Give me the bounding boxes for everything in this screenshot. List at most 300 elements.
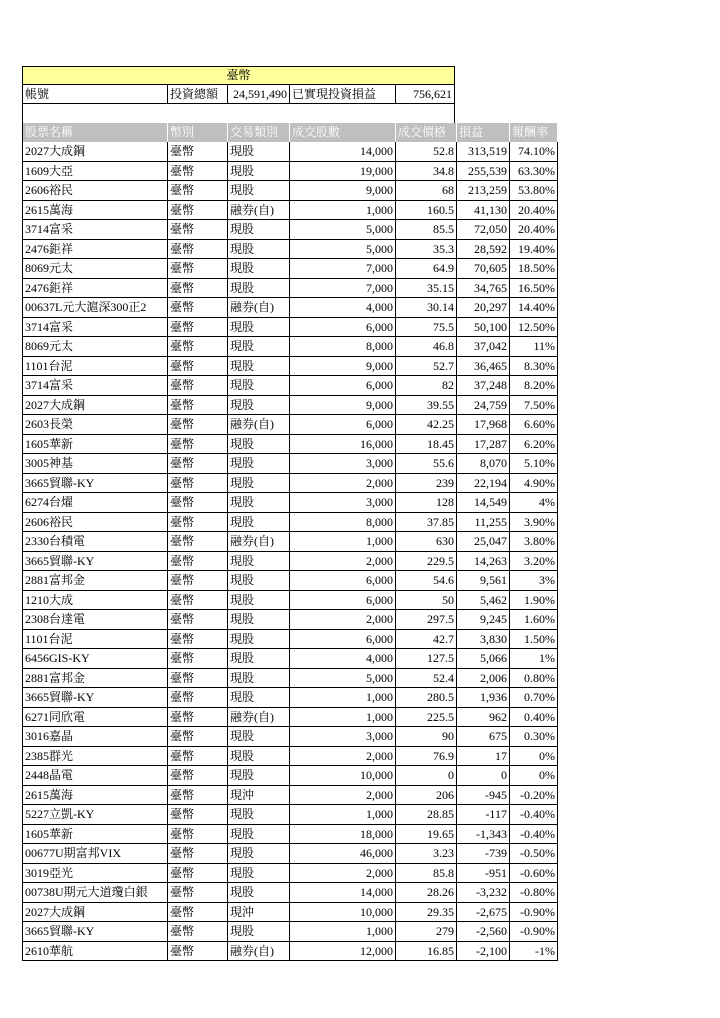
pnl-cell: -945 (457, 786, 510, 806)
col-header-shares: 成交股數 (290, 123, 396, 142)
table-row (22, 474, 558, 494)
pnl-cell: 25,047 (457, 532, 510, 552)
shares-cell: 6,000 (290, 630, 396, 650)
trade-type-cell: 現股 (228, 259, 290, 279)
shares-cell: 9,000 (290, 357, 396, 377)
stock-name-cell: 2448晶電 (22, 766, 168, 786)
table-row (22, 883, 558, 903)
pnl-cell: 28,592 (457, 240, 510, 260)
trade-type-cell: 融券(自) (228, 532, 290, 552)
pnl-cell: -1,343 (457, 825, 510, 845)
return-rate-cell: -0.40% (510, 825, 558, 845)
pnl-cell: -117 (457, 805, 510, 825)
stock-name-cell: 2606裕民 (22, 181, 168, 201)
trade-type-cell: 融券(自) (228, 415, 290, 435)
col-header-currency: 幣別 (168, 123, 228, 142)
stock-name-cell: 2027大成鋼 (22, 903, 168, 923)
pnl-cell: 17,287 (457, 435, 510, 455)
currency-cell: 臺幣 (168, 513, 228, 533)
shares-cell: 18,000 (290, 825, 396, 845)
return-rate-cell: 63.30% (510, 162, 558, 182)
pnl-cell: -2,100 (457, 942, 510, 962)
trade-type-cell: 現股 (228, 727, 290, 747)
table-row (22, 786, 558, 806)
stock-name-cell: 1605華新 (22, 825, 168, 845)
account-summary-row (22, 85, 455, 104)
shares-cell: 2,000 (290, 474, 396, 494)
trade-type-cell: 融券(自) (228, 708, 290, 728)
table-row (22, 708, 558, 728)
stock-name-cell: 3665貿聯-KY (22, 688, 168, 708)
price-cell: 30.14 (396, 298, 457, 318)
shares-cell: 6,000 (290, 591, 396, 611)
realized-pnl-label: 已實現投資損益 (290, 85, 396, 104)
stock-name-cell: 2027大成鋼 (22, 142, 168, 162)
pnl-cell: 5,066 (457, 649, 510, 669)
return-rate-cell: 1.90% (510, 591, 558, 611)
currency-cell: 臺幣 (168, 688, 228, 708)
pnl-cell: 0 (457, 766, 510, 786)
stock-name-cell: 2610華航 (22, 942, 168, 962)
currency-cell: 臺幣 (168, 610, 228, 630)
pnl-cell: 34,765 (457, 279, 510, 299)
table-row (22, 240, 558, 260)
price-cell: 127.5 (396, 649, 457, 669)
return-rate-cell: 8.20% (510, 376, 558, 396)
return-rate-cell: 16.50% (510, 279, 558, 299)
pnl-cell: 41,130 (457, 201, 510, 221)
price-cell: 128 (396, 493, 457, 513)
pnl-cell: -739 (457, 844, 510, 864)
trade-type-cell: 現股 (228, 357, 290, 377)
shares-cell: 19,000 (290, 162, 396, 182)
pnl-cell: -2,560 (457, 922, 510, 942)
shares-cell: 4,000 (290, 649, 396, 669)
return-rate-cell: 6.20% (510, 435, 558, 455)
return-rate-cell: 5.10% (510, 454, 558, 474)
price-cell: 297.5 (396, 610, 457, 630)
price-cell: 85.5 (396, 220, 457, 240)
return-rate-cell: 12.50% (510, 318, 558, 338)
shares-cell: 2,000 (290, 747, 396, 767)
currency-cell: 臺幣 (168, 727, 228, 747)
trade-type-cell: 現股 (228, 649, 290, 669)
trade-type-cell: 現股 (228, 142, 290, 162)
col-header-trade-type: 交易類別 (228, 123, 290, 142)
price-cell: 35.15 (396, 279, 457, 299)
currency-cell: 臺幣 (168, 532, 228, 552)
shares-cell: 2,000 (290, 610, 396, 630)
pnl-cell: 2,006 (457, 669, 510, 689)
currency-cell: 臺幣 (168, 298, 228, 318)
return-rate-cell: 18.50% (510, 259, 558, 279)
shares-cell: 2,000 (290, 786, 396, 806)
return-rate-cell: 74.10% (510, 142, 558, 162)
shares-cell: 1,000 (290, 805, 396, 825)
price-cell: 279 (396, 922, 457, 942)
table-header (22, 123, 558, 142)
stock-name-cell: 5227立凱-KY (22, 805, 168, 825)
stock-name-cell: 3714富采 (22, 318, 168, 338)
col-header-return-rate: 報酬率 (510, 123, 558, 142)
return-rate-cell: 53.80% (510, 181, 558, 201)
price-cell: 90 (396, 727, 457, 747)
shares-cell: 4,000 (290, 298, 396, 318)
stock-name-cell: 2603長榮 (22, 415, 168, 435)
shares-cell: 2,000 (290, 864, 396, 884)
price-cell: 54.6 (396, 571, 457, 591)
stock-name-cell: 3665貿聯-KY (22, 474, 168, 494)
stock-name-cell: 6271同欣電 (22, 708, 168, 728)
shares-cell: 6,000 (290, 376, 396, 396)
shares-cell: 1,000 (290, 922, 396, 942)
shares-cell: 2,000 (290, 552, 396, 572)
trade-type-cell: 現股 (228, 493, 290, 513)
trade-type-cell: 現股 (228, 669, 290, 689)
pnl-cell: 213,259 (457, 181, 510, 201)
shares-cell: 9,000 (290, 396, 396, 416)
currency-cell: 臺幣 (168, 552, 228, 572)
stock-name-cell: 00637L元大滬深300正2 (22, 298, 168, 318)
col-header-price: 成交價格 (396, 123, 457, 142)
currency-cell: 臺幣 (168, 142, 228, 162)
shares-cell: 3,000 (290, 727, 396, 747)
price-cell: 76.9 (396, 747, 457, 767)
currency-cell: 臺幣 (168, 571, 228, 591)
stock-name-cell: 3005神基 (22, 454, 168, 474)
table-row (22, 942, 558, 962)
shares-cell: 6,000 (290, 415, 396, 435)
stock-name-cell: 2476鉅祥 (22, 279, 168, 299)
return-rate-cell: 20.40% (510, 201, 558, 221)
pnl-cell: 22,194 (457, 474, 510, 494)
stock-name-cell: 2476鉅祥 (22, 240, 168, 260)
trade-type-cell: 現股 (228, 591, 290, 611)
return-rate-cell: 0% (510, 766, 558, 786)
return-rate-cell: -0.40% (510, 805, 558, 825)
total-investment-value: 24,591,490 (228, 85, 290, 104)
table-row (22, 220, 558, 240)
stock-name-cell: 3714富采 (22, 220, 168, 240)
currency-cell: 臺幣 (168, 474, 228, 494)
return-rate-cell: 20.40% (510, 220, 558, 240)
price-cell: 85.8 (396, 864, 457, 884)
price-cell: 206 (396, 786, 457, 806)
price-cell: 28.85 (396, 805, 457, 825)
trade-type-cell: 現股 (228, 162, 290, 182)
stock-name-cell: 3019亞光 (22, 864, 168, 884)
table-row (22, 181, 558, 201)
trade-type-cell: 現股 (228, 766, 290, 786)
trade-type-cell: 現股 (228, 435, 290, 455)
return-rate-cell: 0% (510, 747, 558, 767)
currency-cell: 臺幣 (168, 805, 228, 825)
table-row (22, 162, 558, 182)
price-cell: 34.8 (396, 162, 457, 182)
return-rate-cell: -0.80% (510, 883, 558, 903)
shares-cell: 1,000 (290, 688, 396, 708)
return-rate-cell: 11% (510, 337, 558, 357)
table-row (22, 747, 558, 767)
trade-type-cell: 現股 (228, 240, 290, 260)
pnl-cell: -951 (457, 864, 510, 884)
stock-name-cell: 3665貿聯-KY (22, 922, 168, 942)
shares-cell: 6,000 (290, 318, 396, 338)
currency-cell: 臺幣 (168, 240, 228, 260)
pnl-cell: -2,675 (457, 903, 510, 923)
currency-cell: 臺幣 (168, 649, 228, 669)
price-cell: 39.55 (396, 396, 457, 416)
trade-type-cell: 現股 (228, 454, 290, 474)
table-row (22, 318, 558, 338)
realized-pnl-value: 756,621 (396, 85, 455, 104)
return-rate-cell: 19.40% (510, 240, 558, 260)
return-rate-cell: -0.60% (510, 864, 558, 884)
currency-cell: 臺幣 (168, 396, 228, 416)
price-cell: 82 (396, 376, 457, 396)
price-cell: 3.23 (396, 844, 457, 864)
table-row (22, 298, 558, 318)
stock-name-cell: 2615萬海 (22, 786, 168, 806)
pnl-cell: 962 (457, 708, 510, 728)
currency-cell: 臺幣 (168, 337, 228, 357)
return-rate-cell: 8.30% (510, 357, 558, 377)
price-cell: 37.85 (396, 513, 457, 533)
stock-name-cell: 3016嘉晶 (22, 727, 168, 747)
table-row (22, 454, 558, 474)
table-row (22, 396, 558, 416)
col-header-stock-name: 股票名稱 (22, 123, 168, 142)
currency-cell: 臺幣 (168, 357, 228, 377)
stock-name-cell: 2881富邦金 (22, 571, 168, 591)
price-cell: 225.5 (396, 708, 457, 728)
shares-cell: 7,000 (290, 259, 396, 279)
table-row (22, 142, 558, 162)
shares-cell: 3,000 (290, 454, 396, 474)
table-row (22, 630, 558, 650)
currency-cell: 臺幣 (168, 747, 228, 767)
trade-type-cell: 現股 (228, 474, 290, 494)
currency-cell: 臺幣 (168, 162, 228, 182)
price-cell: 42.7 (396, 630, 457, 650)
pnl-cell: 11,255 (457, 513, 510, 533)
return-rate-cell: -0.90% (510, 903, 558, 923)
pnl-cell: 72,050 (457, 220, 510, 240)
price-cell: 75.5 (396, 318, 457, 338)
pnl-cell: 3,830 (457, 630, 510, 650)
return-rate-cell: 6.60% (510, 415, 558, 435)
table-row (22, 337, 558, 357)
table-row (22, 922, 558, 942)
price-cell: 630 (396, 532, 457, 552)
pnl-cell: 14,549 (457, 493, 510, 513)
pnl-cell: 24,759 (457, 396, 510, 416)
return-rate-cell: 0.40% (510, 708, 558, 728)
currency-cell: 臺幣 (168, 259, 228, 279)
price-cell: 16.85 (396, 942, 457, 962)
table-row (22, 825, 558, 845)
price-cell: 55.6 (396, 454, 457, 474)
shares-cell: 10,000 (290, 903, 396, 923)
price-cell: 160.5 (396, 201, 457, 221)
shares-cell: 46,000 (290, 844, 396, 864)
return-rate-cell: -0.50% (510, 844, 558, 864)
pnl-cell: 9,561 (457, 571, 510, 591)
shares-cell: 8,000 (290, 337, 396, 357)
stock-name-cell: 3714富采 (22, 376, 168, 396)
currency-cell: 臺幣 (168, 786, 228, 806)
trade-type-cell: 現股 (228, 220, 290, 240)
return-rate-cell: 4.90% (510, 474, 558, 494)
shares-cell: 8,000 (290, 513, 396, 533)
price-cell: 35.3 (396, 240, 457, 260)
stock-name-cell: 8069元太 (22, 259, 168, 279)
price-cell: 29.35 (396, 903, 457, 923)
trade-type-cell: 融券(自) (228, 942, 290, 962)
shares-cell: 6,000 (290, 571, 396, 591)
pnl-cell: 17 (457, 747, 510, 767)
price-cell: 52.8 (396, 142, 457, 162)
table-row (22, 669, 558, 689)
currency-cell: 臺幣 (168, 669, 228, 689)
currency-cell: 臺幣 (168, 220, 228, 240)
currency-cell: 臺幣 (168, 883, 228, 903)
currency-cell: 臺幣 (168, 493, 228, 513)
return-rate-cell: 14.40% (510, 298, 558, 318)
price-cell: 52.4 (396, 669, 457, 689)
return-rate-cell: 1.60% (510, 610, 558, 630)
table-row (22, 688, 558, 708)
price-cell: 229.5 (396, 552, 457, 572)
stock-name-cell: 1605華新 (22, 435, 168, 455)
trade-type-cell: 現股 (228, 318, 290, 338)
shares-cell: 14,000 (290, 142, 396, 162)
pnl-cell: 8,070 (457, 454, 510, 474)
price-cell: 28.26 (396, 883, 457, 903)
price-cell: 280.5 (396, 688, 457, 708)
stock-name-cell: 00738U期元大道瓊白銀 (22, 883, 168, 903)
price-cell: 64.9 (396, 259, 457, 279)
trade-type-cell: 融券(自) (228, 201, 290, 221)
pnl-cell: -3,232 (457, 883, 510, 903)
table-row (22, 864, 558, 884)
currency-cell: 臺幣 (168, 844, 228, 864)
return-rate-cell: -1% (510, 942, 558, 962)
pnl-cell: 37,248 (457, 376, 510, 396)
return-rate-cell: -0.90% (510, 922, 558, 942)
table-row (22, 805, 558, 825)
trade-type-cell: 現股 (228, 337, 290, 357)
price-cell: 42.25 (396, 415, 457, 435)
pnl-cell: 5,462 (457, 591, 510, 611)
return-rate-cell: 1% (510, 649, 558, 669)
table-row (22, 259, 558, 279)
stock-name-cell: 8069元太 (22, 337, 168, 357)
stock-name-cell: 1101台泥 (22, 630, 168, 650)
currency-cell: 臺幣 (168, 318, 228, 338)
shares-cell: 14,000 (290, 883, 396, 903)
account-label: 帳號 (22, 85, 168, 104)
stock-name-cell: 1101台泥 (22, 357, 168, 377)
price-cell: 68 (396, 181, 457, 201)
currency-cell: 臺幣 (168, 435, 228, 455)
shares-cell: 1,000 (290, 532, 396, 552)
trade-type-cell: 現股 (228, 747, 290, 767)
stock-name-cell: 2606裕民 (22, 513, 168, 533)
currency-cell: 臺幣 (168, 864, 228, 884)
table-row (22, 727, 558, 747)
shares-cell: 5,000 (290, 669, 396, 689)
table-row (22, 571, 558, 591)
table-row (22, 279, 558, 299)
price-cell: 19.65 (396, 825, 457, 845)
price-cell: 0 (396, 766, 457, 786)
stock-name-cell: 2027大成鋼 (22, 396, 168, 416)
table-row (22, 766, 558, 786)
shares-cell: 5,000 (290, 220, 396, 240)
price-cell: 52.7 (396, 357, 457, 377)
pnl-cell: 675 (457, 727, 510, 747)
shares-cell: 9,000 (290, 181, 396, 201)
return-rate-cell: 3.90% (510, 513, 558, 533)
table-row (22, 513, 558, 533)
stock-name-cell: 2615萬海 (22, 201, 168, 221)
currency-cell: 臺幣 (168, 591, 228, 611)
return-rate-cell: 0.30% (510, 727, 558, 747)
pnl-cell: 50,100 (457, 318, 510, 338)
trade-type-cell: 現股 (228, 825, 290, 845)
shares-cell: 7,000 (290, 279, 396, 299)
col-header-pnl: 損益 (457, 123, 510, 142)
trade-type-cell: 現股 (228, 513, 290, 533)
currency-cell: 臺幣 (168, 454, 228, 474)
currency-cell: 臺幣 (168, 766, 228, 786)
pnl-cell: 14,263 (457, 552, 510, 572)
table-row (22, 435, 558, 455)
trade-type-cell: 現股 (228, 688, 290, 708)
currency-banner: 臺幣 (22, 66, 455, 85)
return-rate-cell: 4% (510, 493, 558, 513)
total-investment-label: 投資總額 (168, 85, 228, 104)
table-row (22, 903, 558, 923)
stock-name-cell: 6274台燿 (22, 493, 168, 513)
currency-cell: 臺幣 (168, 825, 228, 845)
stock-name-cell: 2308台達電 (22, 610, 168, 630)
stock-name-cell: 2881富邦金 (22, 669, 168, 689)
trade-type-cell: 現股 (228, 279, 290, 299)
shares-cell: 1,000 (290, 708, 396, 728)
trade-type-cell: 現股 (228, 805, 290, 825)
table-row (22, 415, 558, 435)
trade-type-cell: 現股 (228, 630, 290, 650)
currency-cell: 臺幣 (168, 279, 228, 299)
pnl-cell: 70,605 (457, 259, 510, 279)
trade-type-cell: 現沖 (228, 786, 290, 806)
trade-type-cell: 現股 (228, 396, 290, 416)
shares-cell: 16,000 (290, 435, 396, 455)
currency-cell: 臺幣 (168, 415, 228, 435)
stock-name-cell: 2330台積電 (22, 532, 168, 552)
currency-cell: 臺幣 (168, 903, 228, 923)
shares-cell: 10,000 (290, 766, 396, 786)
return-rate-cell: -0.20% (510, 786, 558, 806)
shares-cell: 12,000 (290, 942, 396, 962)
table-row (22, 357, 558, 377)
currency-cell: 臺幣 (168, 942, 228, 962)
shares-cell: 3,000 (290, 493, 396, 513)
shares-cell: 5,000 (290, 240, 396, 260)
currency-cell: 臺幣 (168, 630, 228, 650)
